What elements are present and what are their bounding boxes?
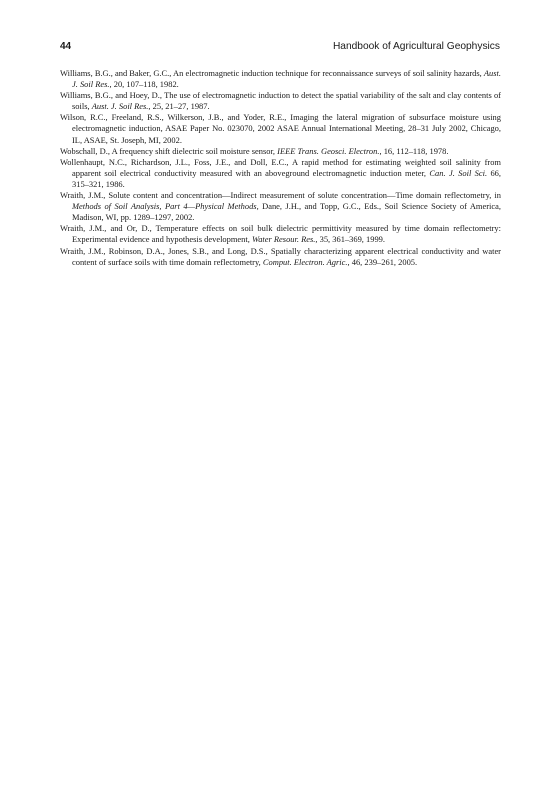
reference-entry (60, 112, 501, 145)
reference-text: Wraith, J.M., Solute content and concentration—Indirect measurement of solute concentration—Time domain reflectometry, in (60, 190, 501, 201)
journal-title: IEEE Trans. Geosci. Electron. (277, 145, 380, 156)
reference-entry (60, 246, 501, 268)
reference-details: , 20, 107–118, 1982. (109, 79, 179, 90)
reference-text: Wobschall, D., A frequency shift dielectric soil moisture sensor, (60, 145, 278, 156)
reference-list (60, 68, 501, 268)
reference-entry (60, 223, 501, 245)
reference-details: , 35, 361–369, 1999. (315, 234, 385, 245)
reference-text: Wilson, R.C., Freeland, R.S., Wilkerson, J.B., and Yoder, R.E., Imaging the lateral migration of subsurface moisture using electromagnetic induction, ASAE Paper No. 023070, 2002 ASAE Annual International Meeting, 28–31 July 2002, Chicago, IL, ASAE, St. Joseph, MI, 2002. (60, 112, 501, 145)
reference-entry (60, 90, 501, 112)
journal-title: Comput. Electron. Agric. (262, 256, 348, 267)
reference-details: , Dane, J.H., and Topp, G.C., Eds., Soil Science Society of America, Madison, WI, pp. 1289–1297, 2002. (72, 201, 501, 223)
reference-entry (60, 190, 501, 223)
page-number: 44 (60, 41, 72, 52)
reference-text: Wraith, J.M., and Or, D., Temperature effects on soil bulk dielectric permittivity measured by time domain reflectometry: Experimental evidence and hypothesis development, (60, 223, 501, 245)
reference-entry (60, 146, 501, 157)
reference-entry (60, 157, 501, 190)
book-title: Handbook of Agricultural Geophysics (332, 41, 500, 52)
reference-text: Wollenhaupt, N.C., Richardson, J.L., Foss, J.E., and Doll, E.C., A rapid method for estimating weighted soil salinity from apparent soil electrical conductivity measured with an aboveground electromagnetic induction meter, (60, 156, 501, 178)
journal-title: Aust. J. Soil Res. (72, 68, 501, 90)
reference-details: 66, 315–321, 1986. (72, 167, 501, 189)
book-title-italic: Methods of Soil Analysis, Part 4—Physical Methods (72, 201, 257, 212)
reference-text: Williams, B.G., and Hoey, D., The use of electromagnetic induction to detect the spatial variability of the salt and clay contents of soils, (60, 90, 501, 112)
journal-title: Can. J. Soil Sci. (429, 167, 488, 178)
running-header (60, 41, 500, 55)
reference-entry (60, 68, 501, 90)
reference-text: Williams, B.G., and Baker, G.C., An electromagnetic induction technique for reconnaissance surveys of soil salinity hazards, (60, 68, 484, 78)
reference-details: , 25, 21–27, 1987. (148, 101, 210, 112)
journal-title: Aust. J. Soil Res. (91, 101, 149, 112)
journal-title: Water Resour. Res. (251, 234, 316, 245)
reference-details: , 16, 112–118, 1978. (379, 145, 449, 156)
reference-text: Wraith, J.M., Robinson, D.A., Jones, S.B., and Long, D.S., Spatially characterizing apparent electrical conductivity and water content of surface soils with time domain reflectometry, (60, 245, 501, 267)
reference-details: , 46, 239–261, 2005. (347, 256, 418, 267)
